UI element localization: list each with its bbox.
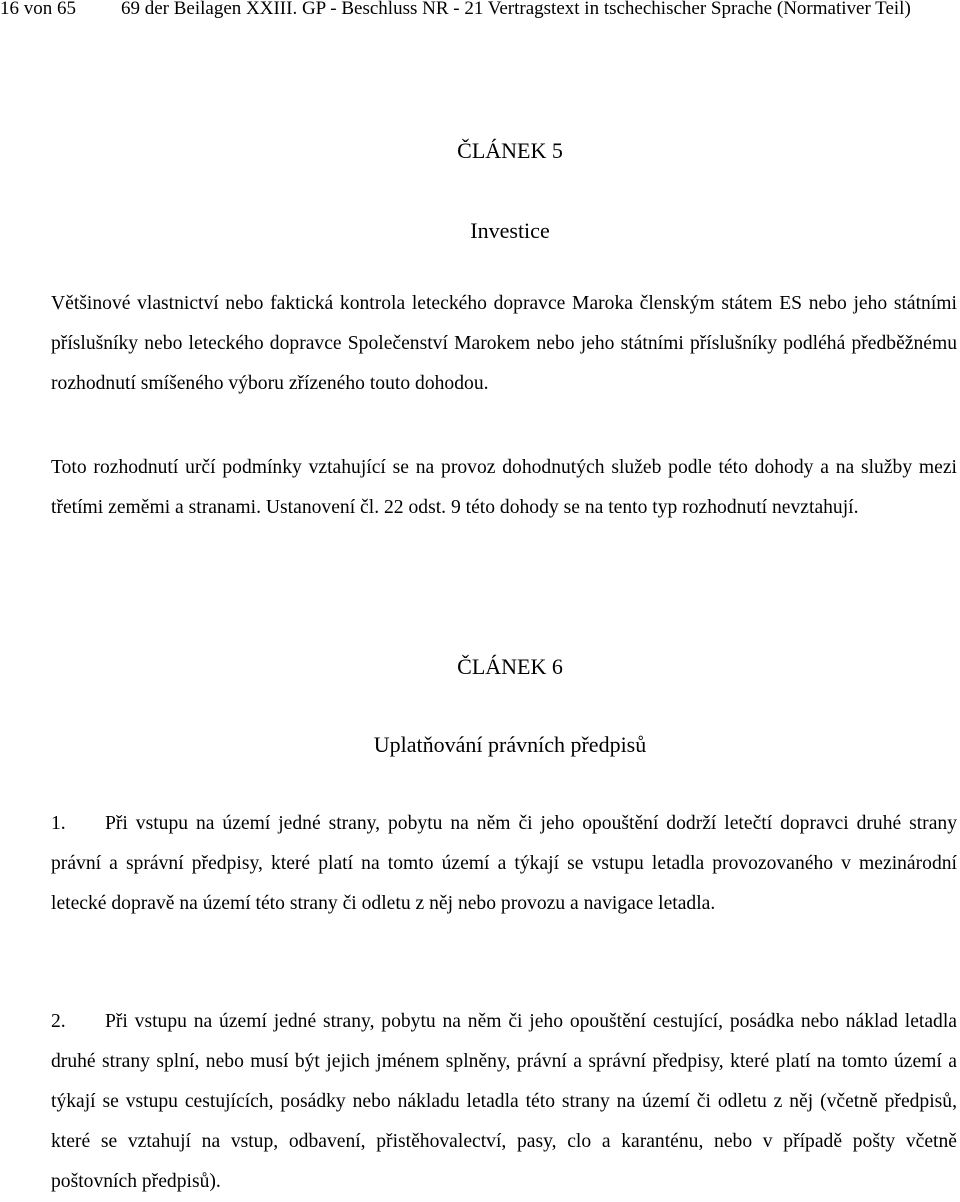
article-5-subheading: Investice bbox=[470, 218, 550, 243]
item-number: 1. bbox=[51, 813, 66, 834]
article-5-paragraph-1: Většinové vlastnictví nebo faktická kontrola leteckého dopravce Maroka členským státem ES nebo jeho státními příslušníky nebo leteckého dopravce Společenství Marokem nebo jeho státními příslušníky podléhá předběžnému rozhodnutí smíšeného výboru zřízeného touto dohodou. bbox=[51, 293, 957, 394]
article-5-heading: ČLÁNEK 5 bbox=[457, 138, 563, 163]
article-6-item-2 bbox=[51, 1002, 957, 1202]
page-number: 16 von 65 bbox=[0, 0, 76, 19]
article-6-heading: ČLÁNEK 6 bbox=[457, 654, 563, 679]
article-6-item-1 bbox=[51, 804, 957, 924]
item-text: Při vstupu na území jedné strany, pobytu na něm či jeho opouštění dodrží letečtí dopravci druhé strany právní a správní předpisy, které platí na tomto území a týkají se vstupu letadla provozovaného v mezinárodní letecké dopravě na území této strany či odletu z něj nebo provozu a navigace letadla. bbox=[51, 813, 957, 914]
document-title: 69 der Beilagen XXIII. GP - Beschluss NR - 21 Vertragstext in tschechischer Sprache (Normativer Teil) bbox=[121, 0, 911, 19]
page-header bbox=[0, 0, 960, 22]
article-6-subheading: Uplatňování právních předpisů bbox=[373, 732, 647, 757]
item-text: Při vstupu na území jedné strany, pobytu na něm či jeho opouštění cestující, posádka nebo náklad letadla druhé strany splní, nebo musí být jejich jménem splněny, právní a správní předpisy, které platí na tomto území a týkají se vstupu cestujících, posádky nebo nákladu letadla této strany na území či odletu z něj (včetně předpisů, které se vztahují na vstup, odbavení, přistěhovalectví, pasy, clo a karanténu, nebo v případě pošty včetně poštovních předpisů). bbox=[51, 1011, 957, 1192]
article-5-paragraph-2: Toto rozhodnutí určí podmínky vztahující se na provoz dohodnutých služeb podle této dohody a na služby mezi třetími zeměmi a stranami. Ustanovení čl. 22 odst. 9 této dohody se na tento typ rozhodnutí nevztahují. bbox=[51, 457, 957, 518]
item-number: 2. bbox=[51, 1011, 66, 1032]
